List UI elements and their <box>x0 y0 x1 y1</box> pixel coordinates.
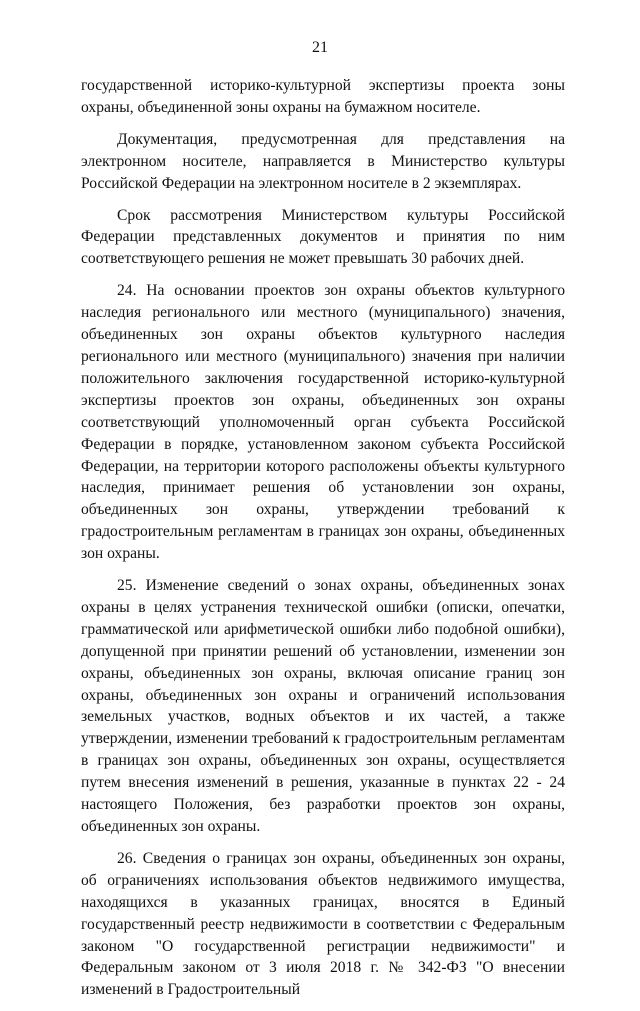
paragraph-item-26: 26. Сведения о границах зон охраны, объединенных зон охраны, об ограничениях использования объектов недвижимого имущества, находящихся в указанных границах, вносятся в Единый государственный реестр недвижимости в соответствии с Федеральным законом "О государственной регистрации недвижимости" и Федеральным законом от 3 июля 2018 г. № 342-ФЗ "О внесении изменений в Градостроительный <box>81 849 565 999</box>
document-body <box>81 75 565 1011</box>
paragraph-item-24: 24. На основании проектов зон охраны объектов культурного наследия регионального или местного (муниципального) значения, объединенных зон охраны объектов культурного наследия регионального или местного (муниципального) значения при наличии положительного заключения государственной историко-культурной экспертизы проектов зон охраны, объединенных зон охраны соответствующий уполномоченный орган субъекта Российской Федерации в порядке, установленном законом субъекта Российской Федерации, на территории которого расположены объекты культурного наследия, принимает решения об установлении зон охраны, объединенных зон охраны, утверждении требований к градостроительным регламентам в границах зон охраны, объединенных зон охраны. <box>81 282 565 563</box>
paragraph-item-25: 25. Изменение сведений о зонах охраны, объединенных зонах охраны в целях устранения технической ошибки (описки, опечатки, грамматической или арифметической ошибки либо подобной ошибки), допущенной при принятии решений об установлении, изменении зон охраны, объединенных зон охраны, включая описание границ зон охраны, объединенных зон охраны и ограничений использования земельных участков, водных объектов и их частей, а также утверждении, изменении требований к градостроительным регламентам в границах зон охраны, объединенных зон охраны, осуществляется путем внесения изменений в решения, указанные в пунктах 22 - 24 настоящего Положения, без разработки проектов зон охраны, объединенных зон охраны. <box>81 577 565 835</box>
paragraph-electronic-documentation: Документация, предусмотренная для представления на электронном носителе, направляется в Министерство культуры Российской Федерации на электронном носителе в 2 экземплярах. <box>81 130 565 192</box>
paragraph-review-period: Срок рассмотрения Министерством культуры Российской Федерации представленных документов и принятия по ним соответствующего решения не может превышать 30 рабочих дней. <box>81 206 565 268</box>
page-number: 21 <box>312 39 328 56</box>
paragraph-continuation: государственной историко-культурной экспертизы проекта зоны охраны, объединенной зоны охраны на бумажном носителе. <box>81 77 565 116</box>
